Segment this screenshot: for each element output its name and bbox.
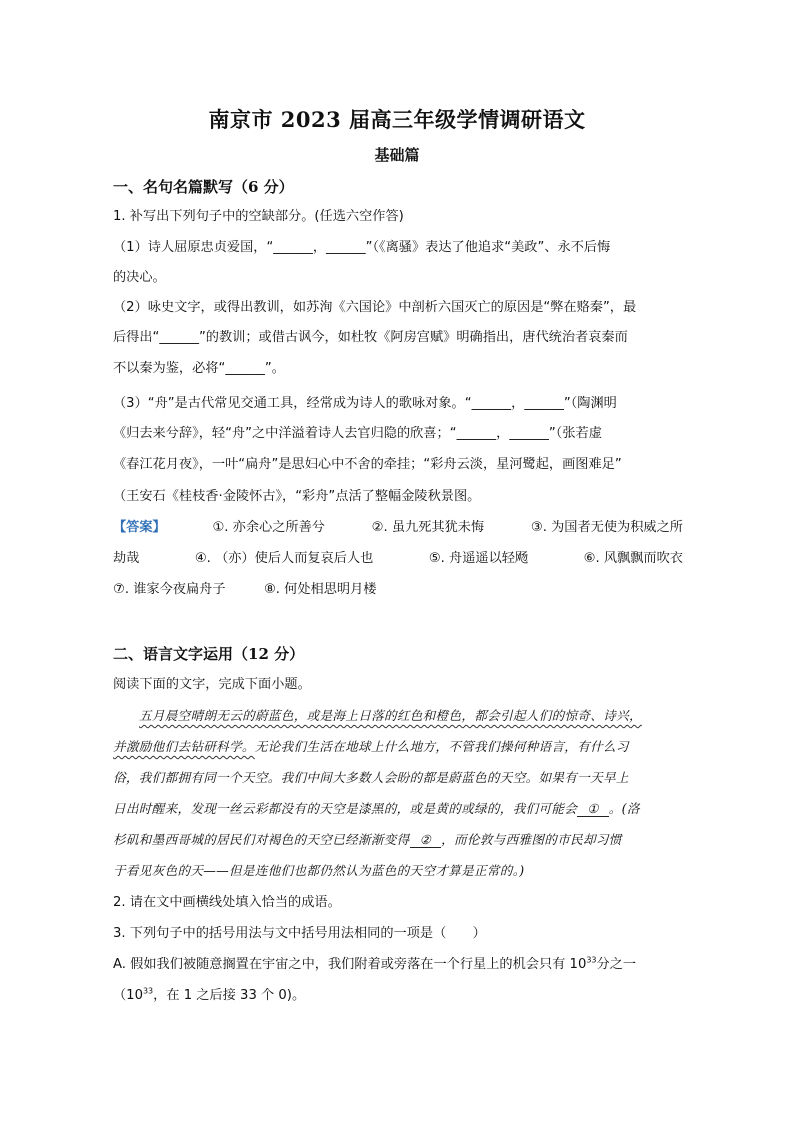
section2-heading: 二、语言文字运用（12 分）	[113, 645, 305, 663]
answer-item: ⑧. 何处相思明月楼	[263, 582, 377, 597]
option-a-line2: （$10^{33}$，在 1 之后接 33 个 0)。	[113, 986, 306, 1003]
passage-line-4: 日出时醒来，发现一丝云彩都没有的天空是漆黑的，或是黄的或绿的，我们可能会 ① 。(洛	[113, 801, 640, 816]
blank-1: ①	[577, 801, 609, 817]
passage-line-1	[113, 706, 683, 726]
answer-item: ④. （亦）使后人而复哀后人也	[194, 551, 374, 566]
answer-row-3	[113, 580, 683, 600]
answer-item: ③. 为国者无使为积威之所	[530, 520, 683, 535]
section1-heading: 一、名句名篇默写（6 分）	[113, 178, 294, 196]
answer-item: 劫哉	[113, 551, 140, 566]
answer-item: ⑦. 谁家今夜扁舟子	[113, 582, 226, 597]
item3-line3: 《春江花月夜》，一叶“扁舟”是思妇心中不舍的牵挂；“彩舟云淡，星河鹭起，画图难足”	[113, 457, 622, 472]
wavy-underlined-text: 并激励他们去钻研科学。	[113, 739, 255, 754]
question-2: 2. 请在文中画横线处填入恰当的成语。	[113, 895, 341, 910]
answer-item: ①. 亦余心之所善兮	[212, 520, 325, 535]
item3-line2: 《归去来兮辞》，轻“舟”之中洋溢着诗人去官归隐的欣喜；“______，______”（张若虚	[113, 426, 602, 441]
q1-prompt: 1. 补写出下列句子中的空缺部分。(任选六空作答)	[113, 209, 404, 224]
item2-line3: 不以秦为鉴，必将“______”。	[113, 361, 285, 376]
item3-line4: （王安石《桂枝香·金陵怀古》，“彩舟”点活了整幅金陵秋景图。	[113, 489, 481, 504]
passage-line-6: 于看见灰色的天——但是连他们也都仍然认为蓝色的天空才算是正常的。)	[113, 863, 525, 878]
answer-row-1	[113, 518, 683, 538]
option-a-line1: A. 假如我们被随意搁置在宇宙之中，我们附着或旁落在一个行星上的机会只有 $10^{33}$分之一	[113, 955, 637, 972]
item1-line1: （1）诗人屈原忠贞爱国，“______，______”（《离骚》表达了他追求“美政”、永不后悔	[113, 240, 611, 255]
wavy-underlined-text: 五月晨空晴朗无云的蔚蓝色，或是海上日落的红色和橙色，都会引起人们的惊奇、诗兴，	[139, 708, 642, 723]
page-title: 南京市 2023 届高三年级学情调研语文	[208, 107, 586, 132]
item2-line2: 后得出“______”的教训；或借古讽今，如杜牧《阿房宫赋》明确指出，唐代统治者哀秦而	[113, 330, 628, 345]
passage-line-2: 并激励他们去钻研科学。无论我们生活在地球上什么地方，不管我们操何种语言，有什么习	[113, 739, 629, 754]
answer-item: ⑤. 舟遥遥以轻飏	[428, 551, 529, 566]
item3-line1: （3）“舟”是古代常见交通工具，经常成为诗人的歌咏对象。“______，______”（陶渊明	[113, 396, 617, 411]
page-subtitle: 基础篇	[374, 146, 420, 164]
answer-row-2	[113, 549, 683, 569]
blank-2: ②	[410, 832, 442, 848]
item1-line2: 的决心。	[113, 270, 166, 285]
answer-label: 【答案】	[113, 520, 166, 535]
question-3: 3. 下列句子中的括号用法与文中括号用法相同的一项是（ ）	[113, 926, 486, 941]
reading-intro: 阅读下面的文字，完成下面小题。	[113, 677, 311, 692]
passage-line-3: 俗，我们都拥有同一个天空。我们中间大多数人会盼的都是蔚蓝色的天空。如果有一天早上	[113, 770, 629, 785]
answer-item: ②. 虽九死其犹未悔	[371, 520, 485, 535]
item2-line1: （2）咏史文字，或得出教训，如苏洵《六国论》中剖析六国灭亡的原因是“弊在赂秦”，最	[113, 300, 637, 315]
answer-item: ⑥. 风飘飘而吹衣	[583, 551, 683, 566]
passage-line-5: 杉矶和墨西哥城的居民们对褐色的天空已经渐渐变得 ② ，而伦敦与西雅图的市民却习惯	[113, 832, 622, 847]
